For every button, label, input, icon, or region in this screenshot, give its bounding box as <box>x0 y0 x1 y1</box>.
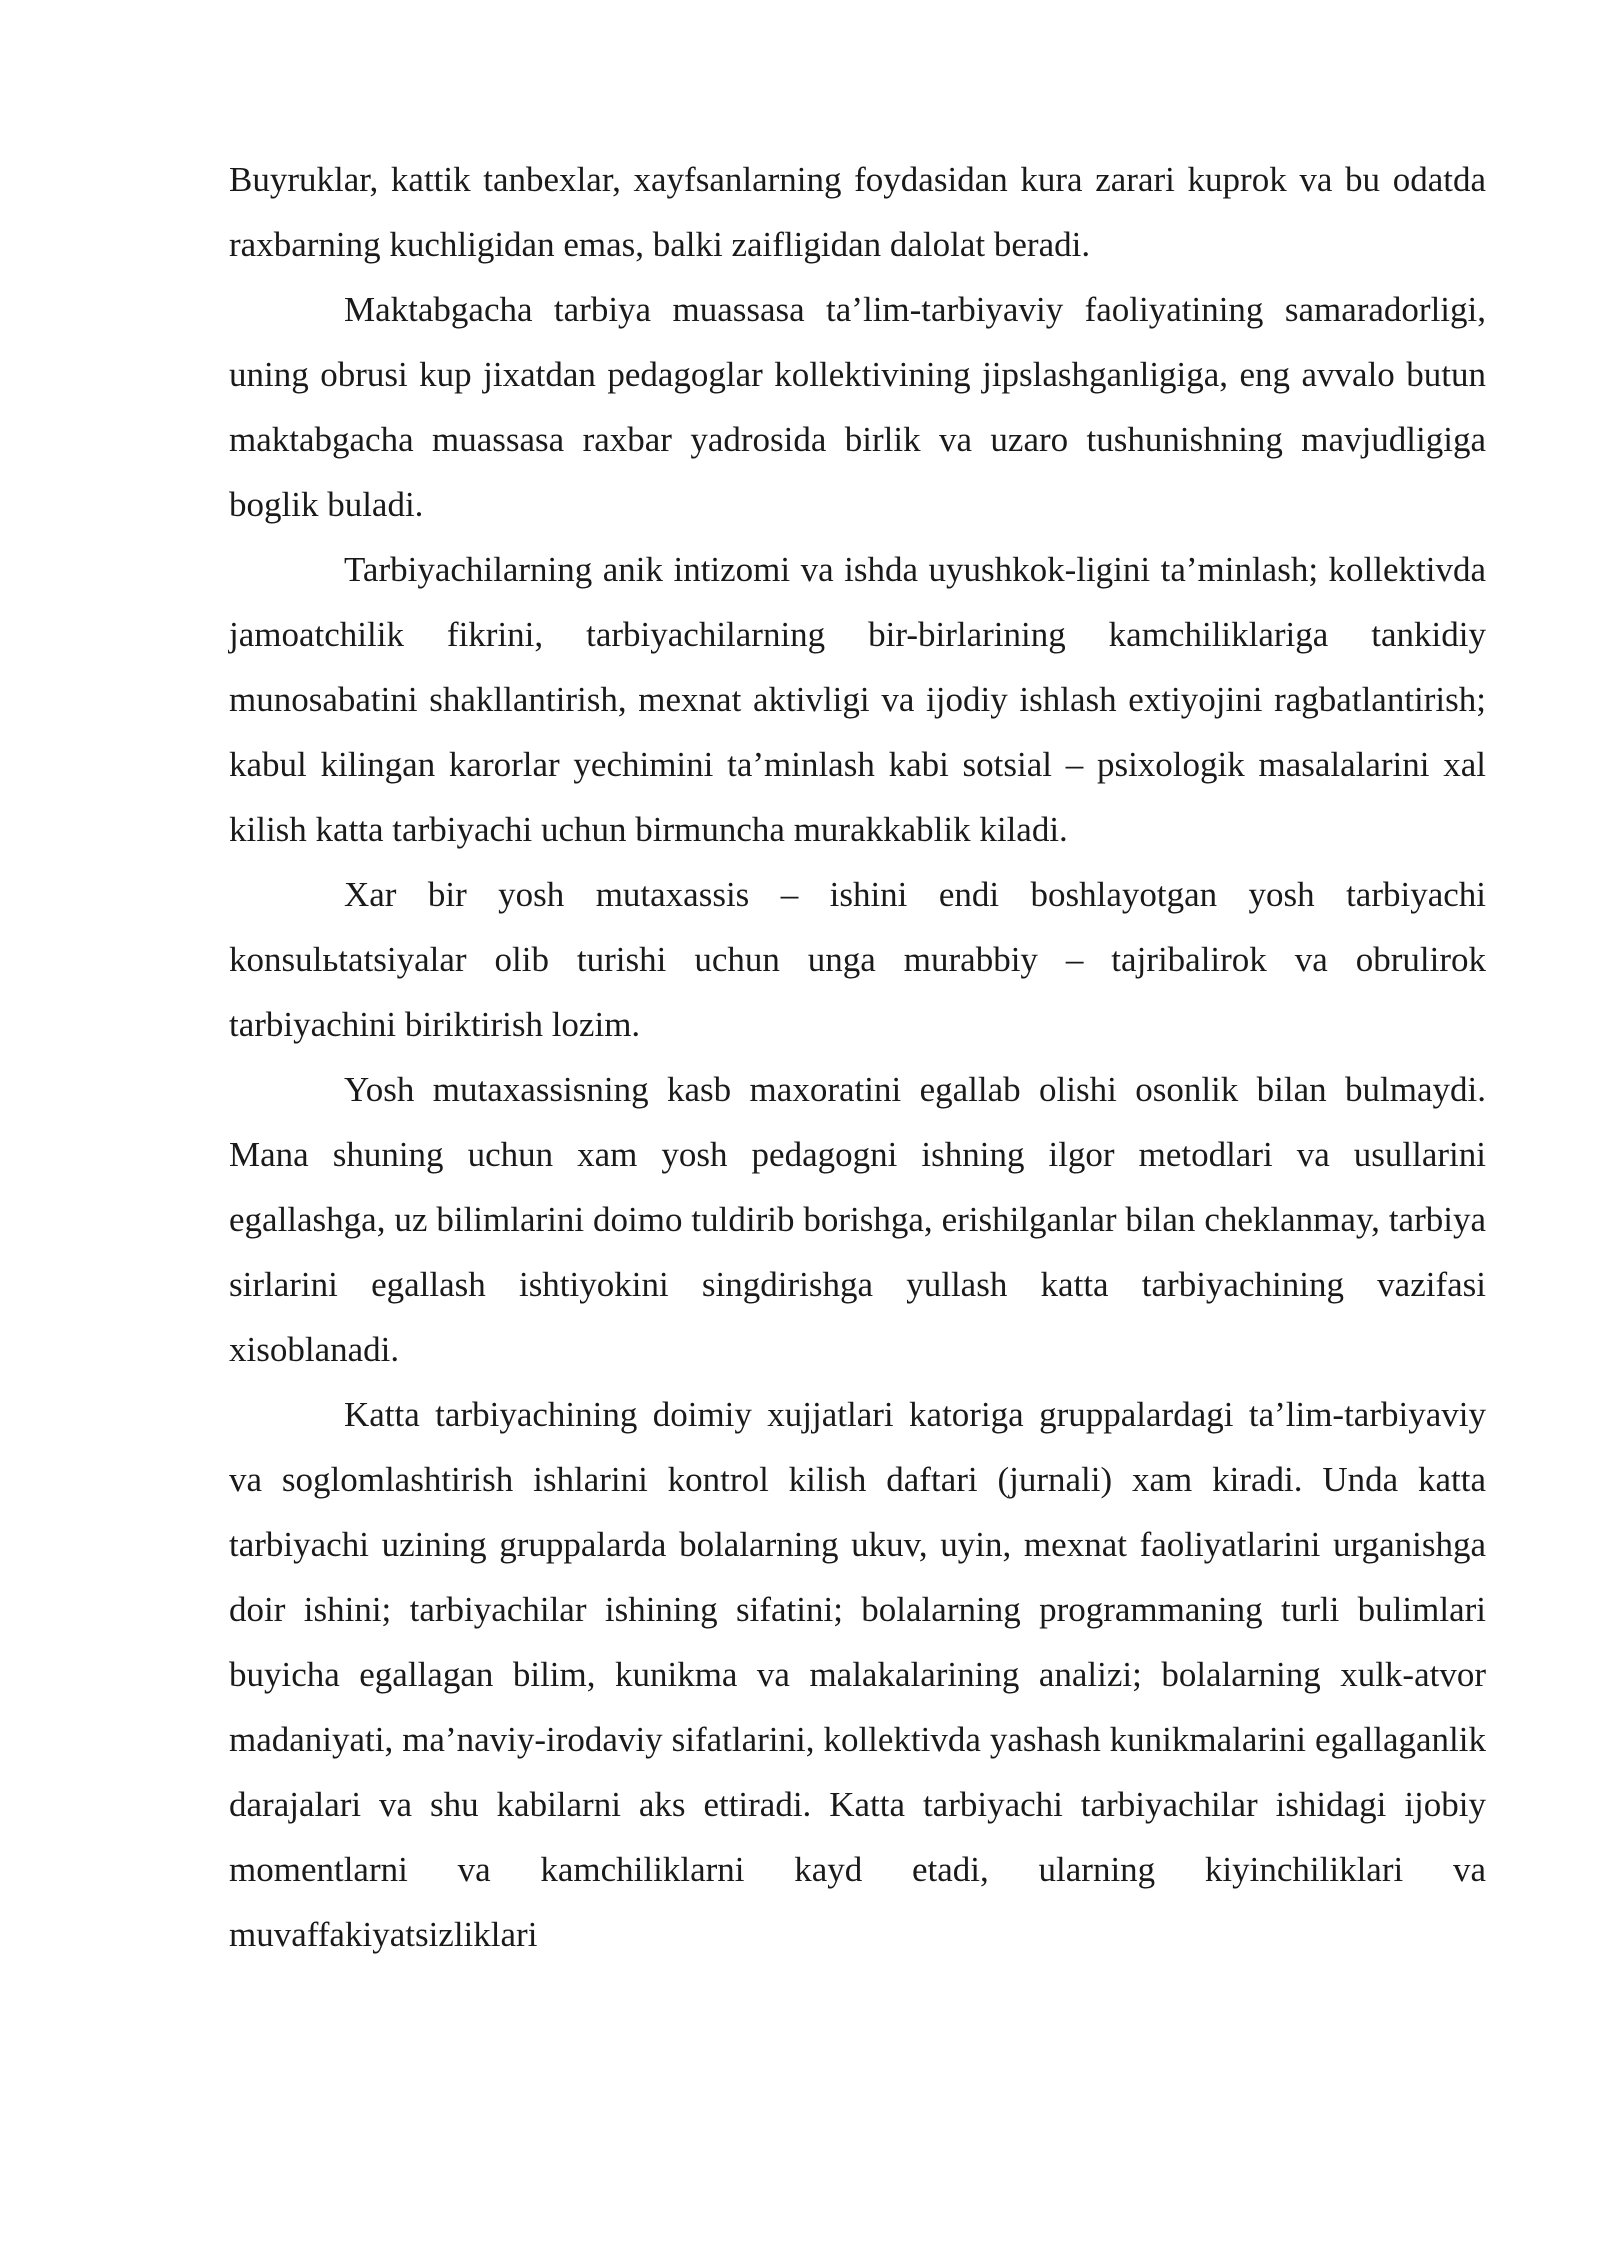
paragraph-1: Buyruklar, kattik tanbexlar, xayfsanlarning foydasidan kura zarari kuprok va bu odatda raxbarning kuchligidan emas, balki zaifligidan dalolat beradi. <box>229 160 1486 264</box>
paragraph-3: Tarbiyachilarning anik intizomi va ishda uyushkok-ligini ta’minlash; kollektivda jamoatchilik fikrini, tarbiyachilarning bir-birlarining kamchiliklariga tankidiy munosabatini shakllantirish, mexnat aktivligi va ijodiy ishlash extiyojini ragbatlantirish; kabul kilingan karorlar yechimini ta’minlash kabi sotsial – psixologik masalalarini xal kilish katta tarbiyachi uchun birmuncha murakkablik kiladi. <box>229 550 1486 849</box>
paragraph-4: Xar bir yosh mutaxassis – ishini endi boshlayotgan yosh tarbiyachi konsulьtatsiyalar olib turishi uchun unga murabbiy – tajribalirok va obrulirok tarbiyachini biriktirish lozim. <box>229 875 1486 1044</box>
document-body <box>229 147 1486 1967</box>
paragraph-6: Katta tarbiyachining doimiy xujjatlari katoriga gruppalardagi ta’lim-tarbiyaviy va soglomlashtirish ishlarini kontrol kilish daftari (jurnali) xam kiradi. Unda katta tarbiyachi uzining gruppalarda bolalarning ukuv, uyin, mexnat faoliyatlarini urganishga doir ishini; tarbiyachilar ishining sifatini; bolalarning programmaning turli bulimlari buyicha egallagan bilim, kunikma va malakalarining analizi; bolalarning xulk-atvor madaniyati, ma’naviy-irodaviy sifatlarini, kollektivda yashash kunikmalarini egallaganlik darajalari va shu kabilarni aks ettiradi. Katta tarbiyachi tarbiyachilar ishidagi ijobiy momentlarni va kamchiliklarni kayd etadi, ularning kiyinchiliklari va muvaffakiyatsizliklari <box>229 1395 1486 1954</box>
paragraph-2: Maktabgacha tarbiya muassasa ta’lim-tarbiyaviy faoliyatining samaradorligi, uning obrusi kup jixatdan pedagoglar kollektivining jipslashganligiga, eng avvalo butun maktabgacha muassasa raxbar yadrosida birlik va uzaro tushunishning mavjudligiga boglik buladi. <box>229 290 1486 524</box>
paragraph-5: Yosh mutaxassisning kasb maxoratini egallab olishi osonlik bilan bulmaydi. Mana shuning uchun xam yosh pedagogni ishning ilgor metodlari va usullarini egallashga, uz bilimlarini doimo tuldirib borishga, erishilganlar bilan cheklanmay, tarbiya sirlarini egallash ishtiyokini singdirishga yullash katta tarbiyachining vazifasi xisoblanadi. <box>229 1070 1486 1369</box>
